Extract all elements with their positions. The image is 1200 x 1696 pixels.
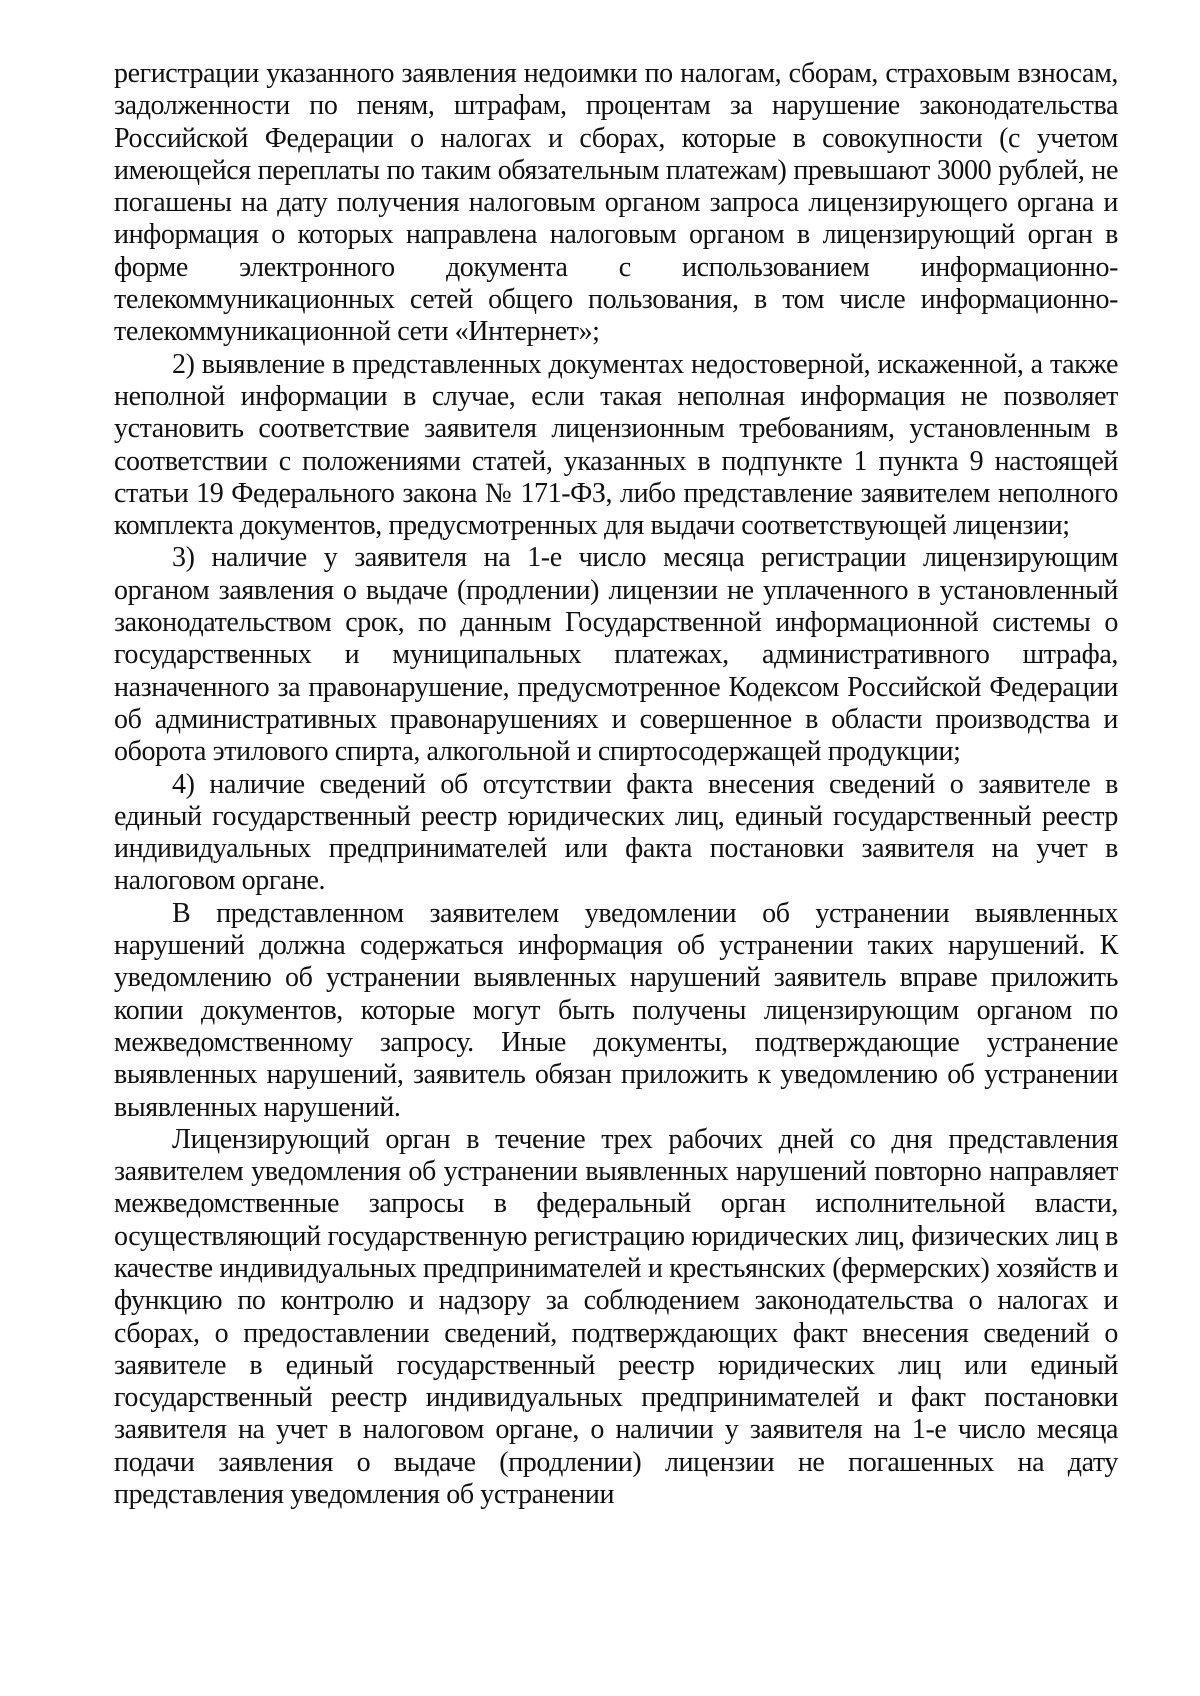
paragraph-continuation: регистрации указанного заявления недоимки по налогам, сборам, страховым взносам, задолженности по пеням, штрафам, процентам за нарушение законодательства Российской Федерации о налогах и сборах, которые в совокупности (с учетом имеющейся переплаты по таким обязательным платежам) превышают 3000 рублей, не погашены на дату получения налоговым органом запроса лицензирующего органа и информация о которых направлена налоговым органом в лицензирующий орган в форме электронного документа с использованием информационно-телекоммуникационных сетей общего пользования, в том числе информационно-телекоммуникационной сети «Интернет»; — [114, 58, 1118, 348]
paragraph-item-2: 2) выявление в представленных документах недостоверной, искаженной, а также неполной информации в случае, если такая неполная информация не позволяет установить соответствие заявителя лицензионным требованиям, установленным в соответствии с положениями статей, указанных в подпункте 1 пункта 9 настоящей статьи 19 Федерального закона № 171-ФЗ, либо представление заявителем неполного комплекта документов, предусмотренных для выдачи соответствующей лицензии; — [114, 348, 1118, 542]
document-body — [114, 58, 1118, 1511]
paragraph-item-3: 3) наличие у заявителя на 1-е число месяца регистрации лицензирующим органом заявления о выдаче (продлении) лицензии не уплаченного в установленный законодательством срок, по данным Государственной информационной системы о государственных и муниципальных платежах, административного штрафа, назначенного за правонарушение, предусмотренное Кодексом Российской Федерации об административных правонарушениях и совершенное в области производства и оборота этилового спирта, алкогольной и спиртосодержащей продукции; — [114, 542, 1118, 768]
paragraph-notification: В представленном заявителем уведомлении об устранении выявленных нарушений должна содержаться информация об устранении таких нарушений. К уведомлению об устранении выявленных нарушений заявитель вправе приложить копии документов, которые могут быть получены лицензирующим органом по межведомственному запросу. Иные документы, подтверждающие устранение выявленных нарушений, заявитель обязан приложить к уведомлению об устранении выявленных нарушений. — [114, 897, 1118, 1123]
paragraph-licensing-authority: Лицензирующий орган в течение трех рабочих дней со дня представления заявителем уведомления об устранении выявленных нарушений повторно направляет межведомственные запросы в федеральный орган исполнительной власти, осуществляющий государственную регистрацию юридических лиц, физических лиц в качестве индивидуальных предпринимателей и крестьянских (фермерских) хозяйств и функцию по контролю и надзору за соблюдением законодательства о налогах и сборах, о предоставлении сведений, подтверждающих факт внесения сведений о заявителе в единый государственный реестр юридических лиц или единый государственный реестр индивидуальных предпринимателей и факт постановки заявителя на учет в налоговом органе, о наличии у заявителя на 1-е число месяца подачи заявления о выдаче (продлении) лицензии не погашенных на дату представления уведомления об устранении — [114, 1123, 1118, 1511]
paragraph-item-4: 4) наличие сведений об отсутствии факта внесения сведений о заявителе в единый государственный реестр юридических лиц, единый государственный реестр индивидуальных предпринимателей или факта постановки заявителя на учет в налоговом органе. — [114, 768, 1118, 897]
